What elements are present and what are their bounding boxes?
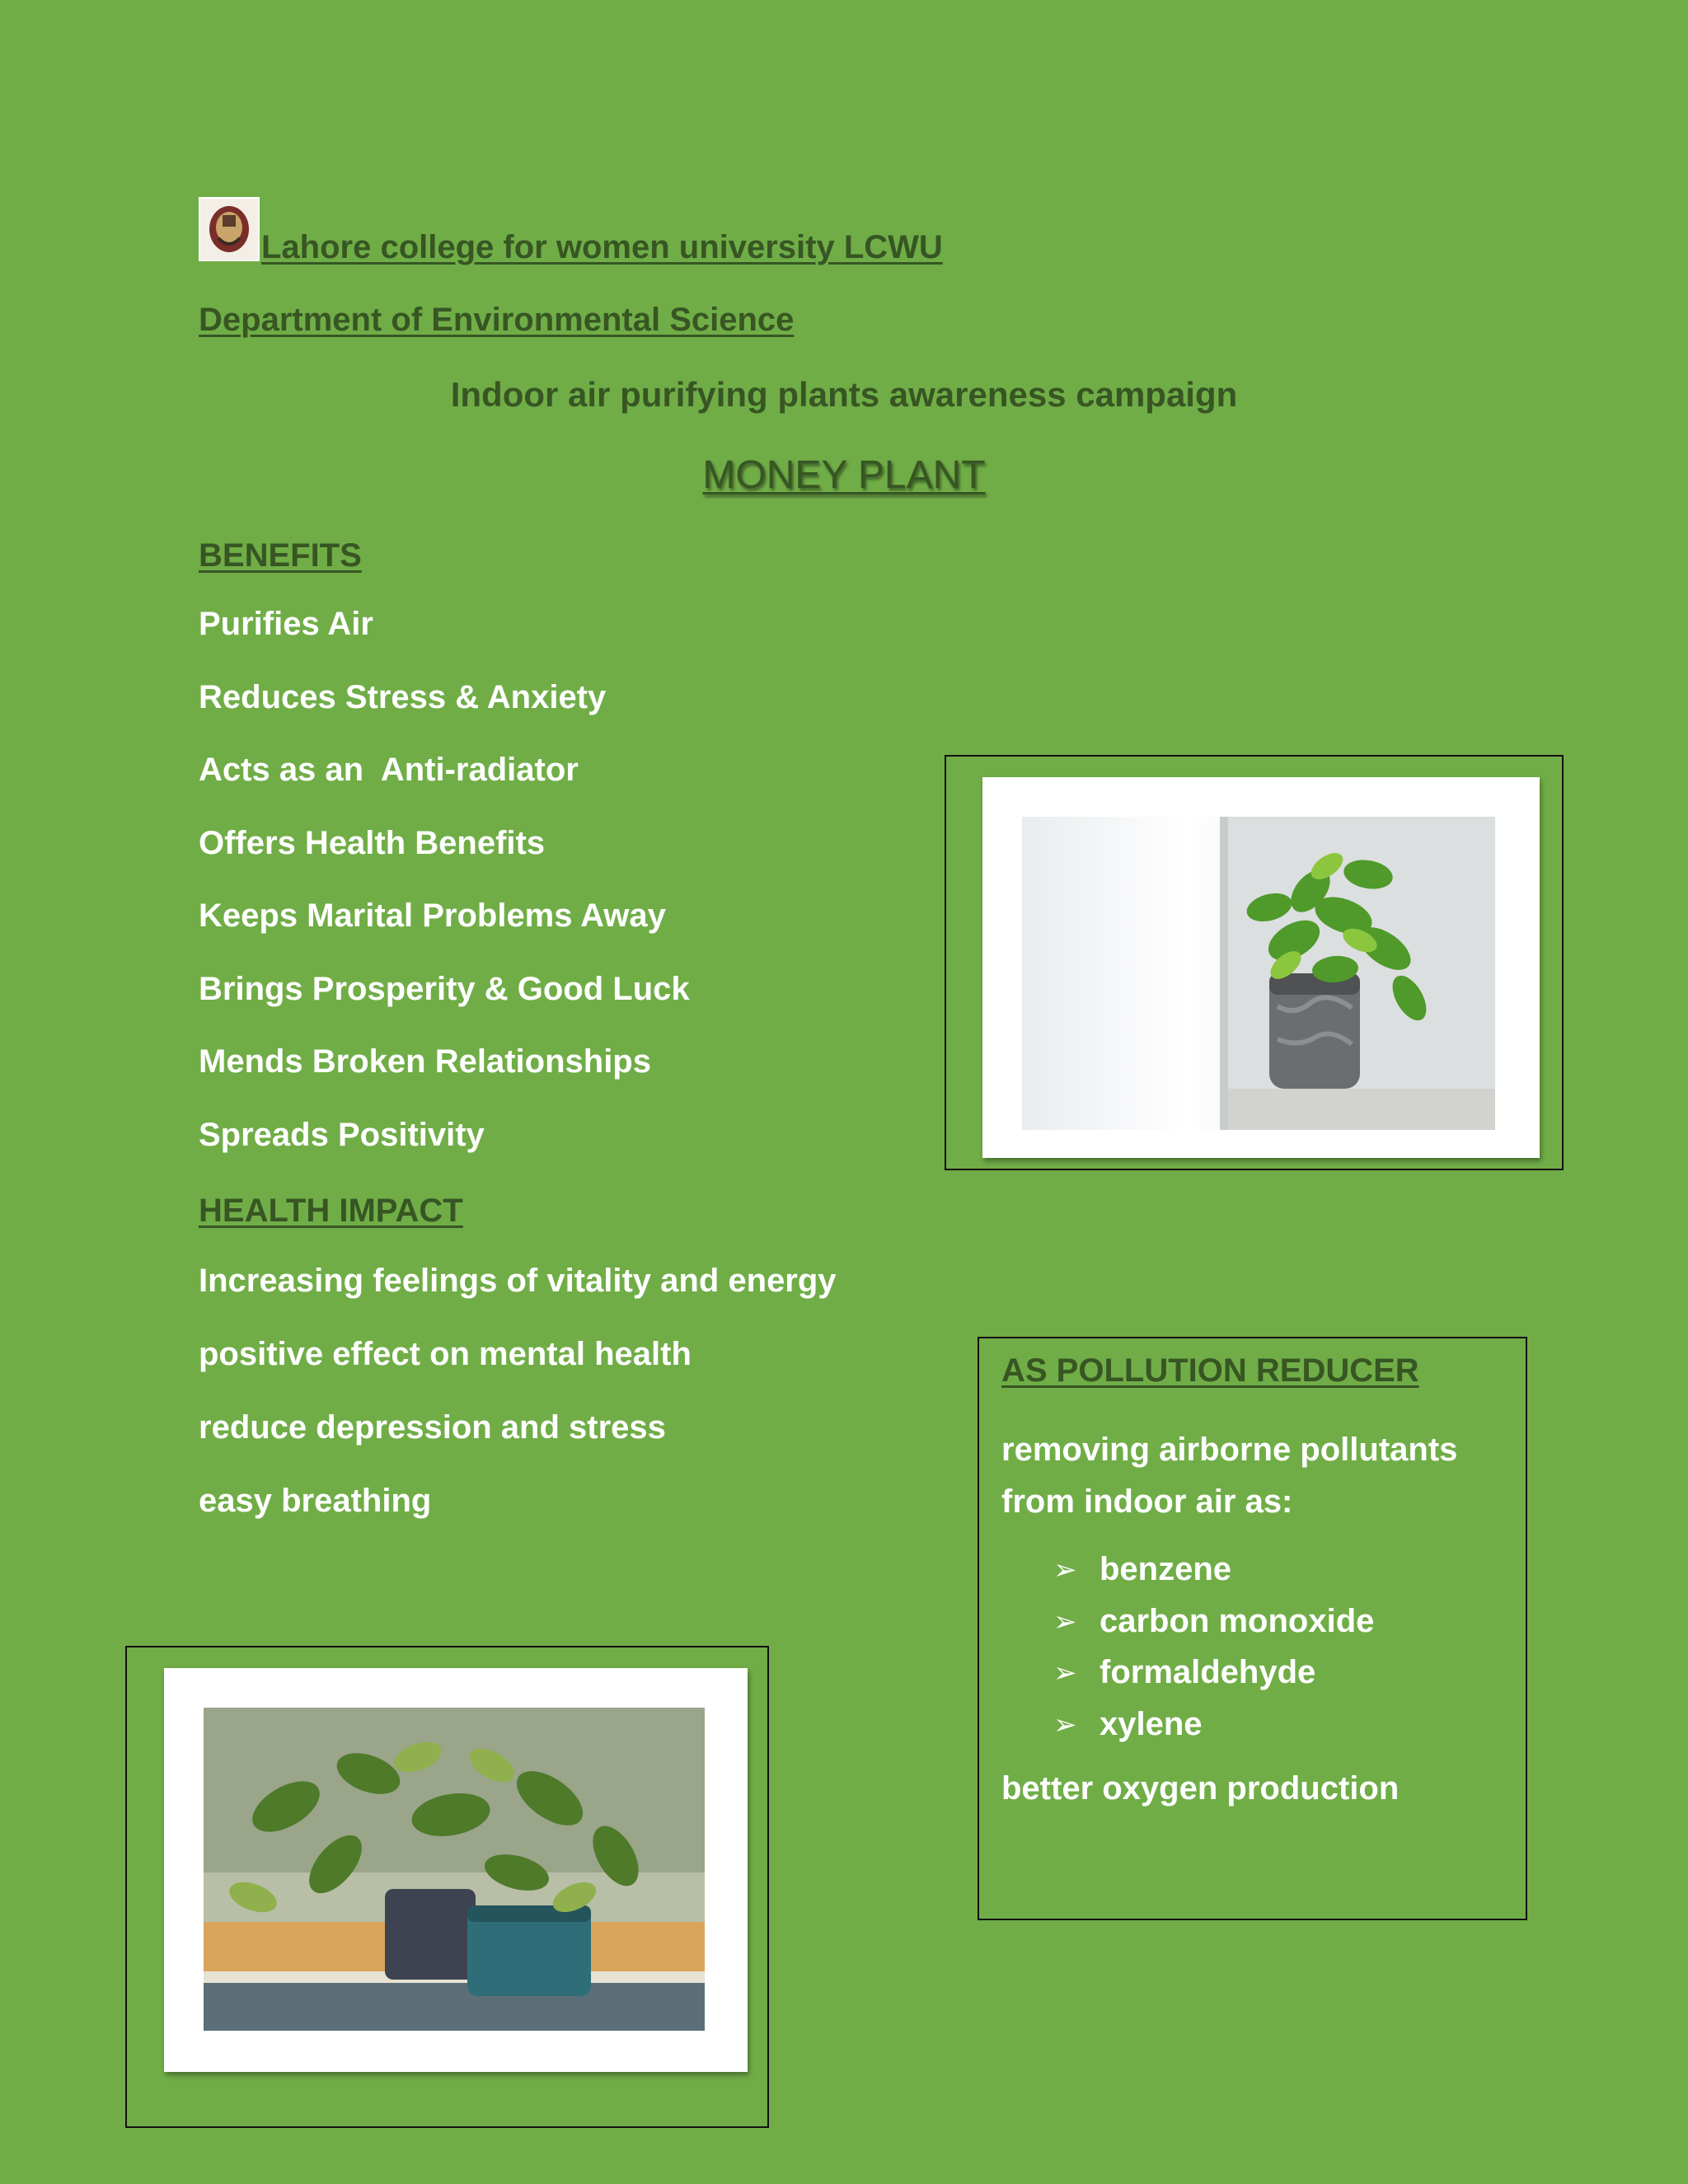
- benefit-item: Purifies Air: [199, 606, 373, 642]
- pollution-reducer-box: [978, 1337, 1527, 1920]
- benefit-item: Spreads Positivity: [199, 1116, 485, 1153]
- health-impact-item: positive effect on mental health: [199, 1336, 692, 1372]
- benefits-list: [199, 606, 690, 1189]
- pollutant-name: benzene: [1100, 1551, 1232, 1587]
- pollution-intro-text: removing airborne pollutants from indoor air as:: [1001, 1432, 1458, 1520]
- arrow-bullet-icon: ➢: [1053, 1605, 1077, 1638]
- health-impact-heading: HEALTH IMPACT: [199, 1193, 463, 1229]
- pollutant-name: formaldehyde: [1100, 1654, 1316, 1690]
- pollutant-list: [1053, 1551, 1374, 1757]
- plant-title: MONEY PLANT: [702, 453, 986, 497]
- health-impact-item: reduce depression and stress: [199, 1409, 666, 1446]
- health-impact-item: Increasing feelings of vitality and energy: [199, 1263, 837, 1299]
- benefit-item: Offers Health Benefits: [199, 824, 546, 861]
- potted-plants-photo: [164, 1668, 748, 2072]
- benefits-heading: BENEFITS: [199, 537, 362, 574]
- arrow-bullet-icon: ➢: [1053, 1657, 1077, 1689]
- pollutant-item: [1053, 1551, 1374, 1603]
- pollutant-item: [1053, 1603, 1374, 1655]
- benefit-item: Brings Prosperity & Good Luck: [199, 970, 690, 1007]
- benefit-item: Acts as an Anti-radiator: [199, 752, 579, 788]
- benefit-item: Mends Broken Relationships: [199, 1043, 651, 1080]
- department-title: Department of Environmental Science: [199, 302, 795, 338]
- health-impact-item: easy breathing: [199, 1483, 432, 1519]
- pollutant-name: xylene: [1100, 1705, 1203, 1742]
- arrow-bullet-icon: ➢: [1053, 1708, 1077, 1741]
- money-plant-photo: [982, 777, 1540, 1158]
- arrow-bullet-icon: ➢: [1053, 1554, 1077, 1586]
- campaign-title: Indoor air purifying plants awareness campaign: [450, 375, 1238, 414]
- pollution-reducer-heading: AS POLLUTION REDUCER: [1001, 1352, 1419, 1389]
- pollutant-item: [1053, 1654, 1374, 1706]
- pollutant-item: [1053, 1706, 1374, 1758]
- pollutant-name: carbon monoxide: [1100, 1602, 1375, 1639]
- pollution-footer-text: better oxygen production: [1001, 1770, 1400, 1807]
- university-title: Lahore college for women university LCWU: [261, 229, 943, 265]
- health-impact-list: [199, 1263, 837, 1556]
- benefit-item: Reduces Stress & Anxiety: [199, 678, 607, 715]
- benefit-item: Keeps Marital Problems Away: [199, 898, 666, 934]
- university-logo: [199, 197, 260, 261]
- money-plant-photo-frame: [945, 755, 1564, 1170]
- potted-plants-photo-frame: [125, 1646, 769, 2128]
